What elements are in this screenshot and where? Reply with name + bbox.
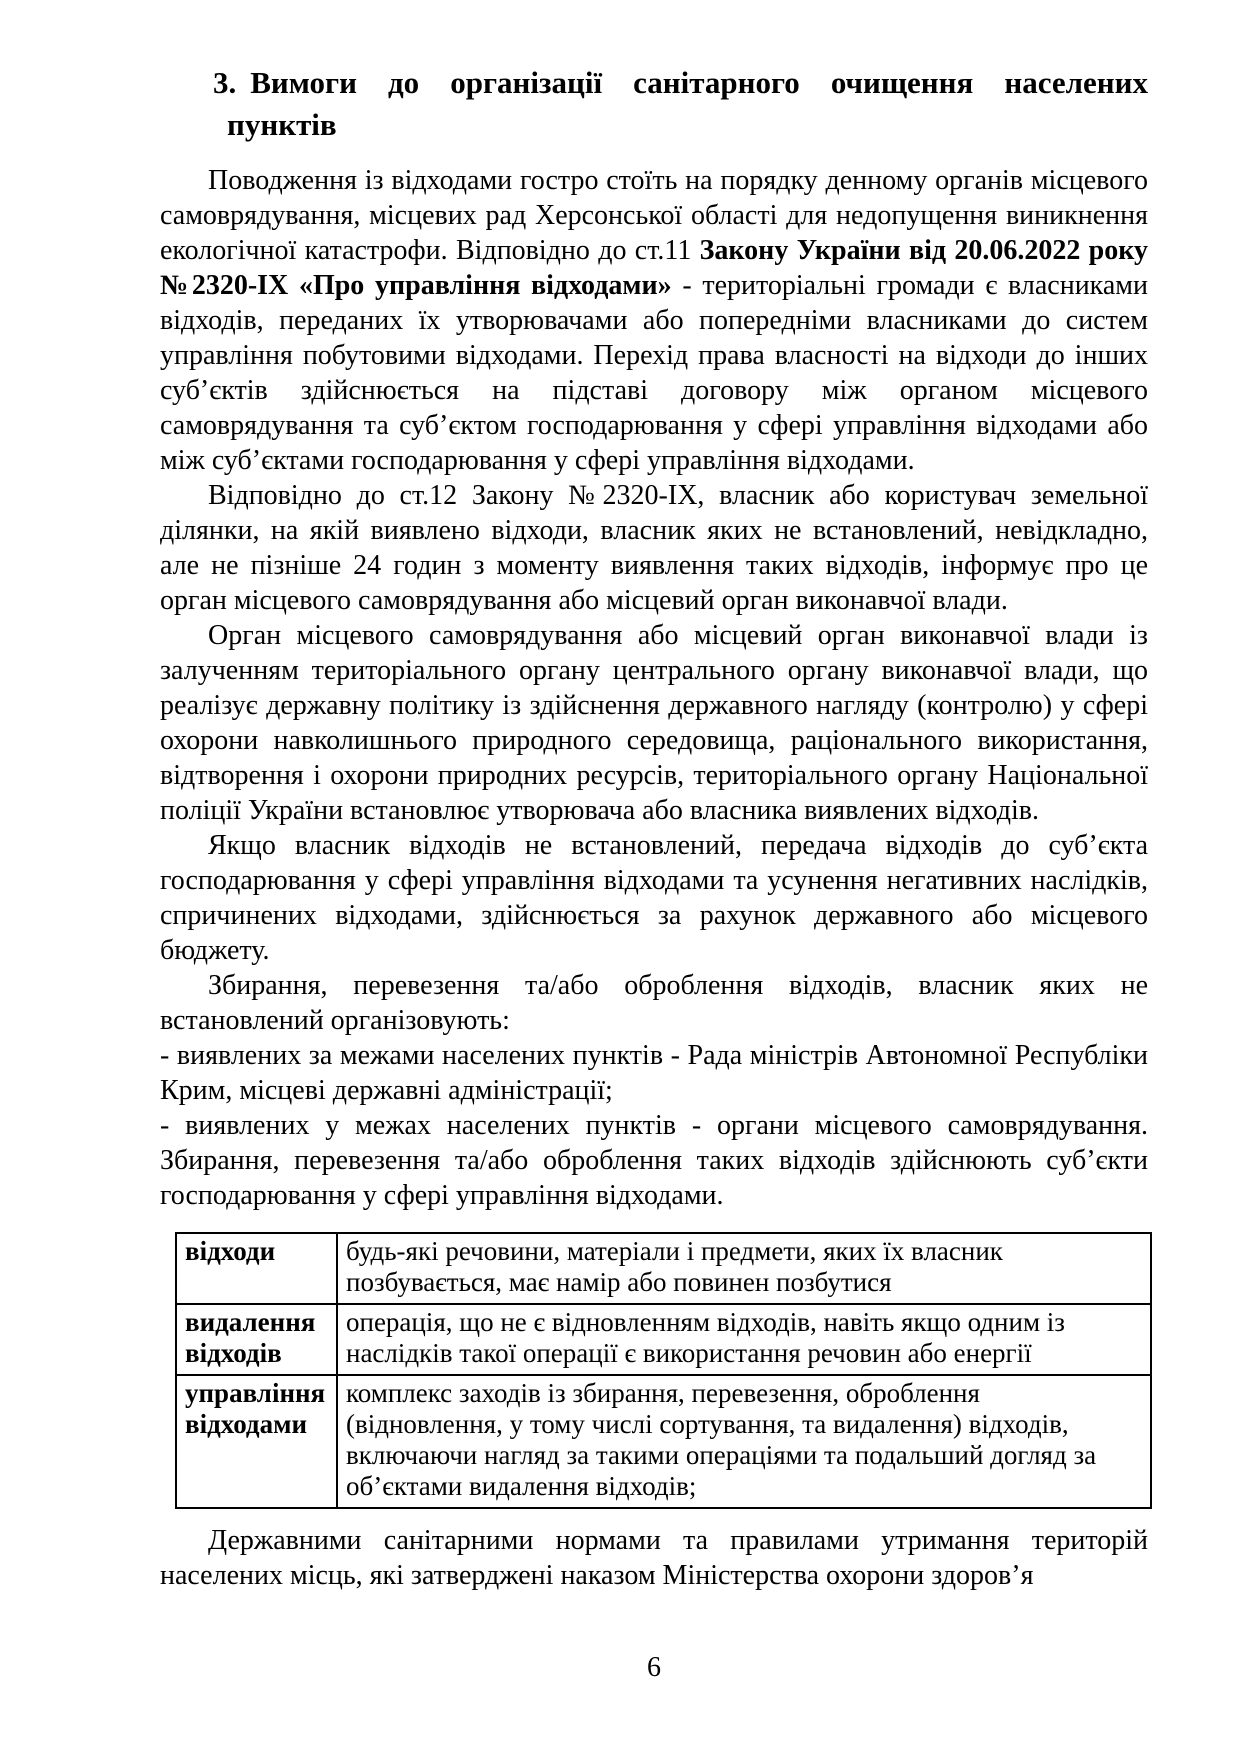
heading-text: Вимоги до організації санітарного очищення населених пунктів — [227, 65, 1148, 142]
section-heading — [213, 62, 1148, 146]
heading-number: 3. — [213, 65, 237, 100]
table-row-upravlinnia — [176, 1375, 1151, 1508]
paragraph-1-law-reference: Закону України від 20.06.2022 року №2320-ІХ «Про управління відходами» — [160, 235, 1148, 301]
term-cell: відходи — [176, 1233, 337, 1304]
table-row-vydalennia — [176, 1304, 1151, 1375]
body-paragraph-1 — [160, 163, 1148, 478]
list-item-outside-settlements: - виявлених за межами населених пунктів - Рада міністрів Автономної Республіки Крим, місцеві державні адміністрації; — [160, 1040, 1148, 1106]
term-cell: видалення відходів — [176, 1304, 337, 1375]
body-paragraph-4: Якщо власник відходів не встановлений, передача відходів до суб’єкта господарювання у сфері управління відходами та усунення негативних наслідків, спричинених відходами, здійснюється за рахунок державного або місцевого бюджету. — [160, 830, 1148, 966]
table-row-vidkhody — [176, 1233, 1151, 1304]
definition-table — [175, 1232, 1152, 1509]
body-paragraph-5: Збирання, перевезення та/або оброблення відходів, власник яких не встановлений організовують: — [160, 970, 1148, 1036]
list-item-inside-settlements: - виявлених у межах населених пунктів - органи місцевого самоврядування. Збирання, перевезення та/або оброблення таких відходів здійснюють суб’єкти господарювання у сфері управління відходами. — [160, 1110, 1148, 1211]
body-paragraph-closing: Державними санітарними нормами та правилами утримання територій населених місць, які затверджені наказом Міністерства охорони здоров’я — [160, 1525, 1148, 1591]
body-paragraph-3: Орган місцевого самоврядування або місцевий орган виконавчої влади із залученням територіального органу центрального органу виконавчої влади, що реалізує державну політику із здійснення державного нагляду (контролю) у сфері охорони навколишнього природного середовища, раціонального використання, відтворення і охорони природних ресурсів, територіального органу Національної поліції України встановлює утворювача або власника виявлених відходів. — [160, 620, 1148, 826]
paragraph-1-text-b: - територіальні громади є власниками відходів, переданих їх утворювачами або попередніми власниками до систем управління побутовими відходами. Перехід права власності на відходи до інших суб’єктів здійснюється на підставі договору між органом місцевого самоврядування та суб’єктом господарювання у сфері управління відходами або між суб’єктами господарювання у сфері управління відходами. — [160, 270, 1148, 476]
page-number: 6 — [647, 1652, 661, 1683]
paragraph-1-text-a: Поводження із відходами гостро стоїть на порядку денному органів місцевого самоврядування, місцевих рад Херсонської області для недопущення виникнення екологічної катастрофи. Відповідно до ст.11 — [160, 165, 1148, 266]
definition-cell: комплекс заходів із збирання, перевезення, оброблення (відновлення, у тому числі сортування, та видалення) відходів, включаючи нагляд за такими операціями та подальший догляд за об’єктами видалення відходів; — [337, 1375, 1151, 1508]
term-cell: управління відходами — [176, 1375, 337, 1508]
definition-cell: будь-які речовини, матеріали і предмети, яких їх власник позбувається, має намір або повинен позбутися — [337, 1233, 1151, 1304]
body-paragraph-2: Відповідно до ст.12 Закону №2320-ІХ, власник або користувач земельної ділянки, на якій виявлено відходи, власник яких не встановлений, невідкладно, але не пізніше 24 годин з моменту виявлення таких відходів, інформує про це орган місцевого самоврядування або місцевий орган виконавчої влади. — [160, 480, 1148, 616]
definition-cell: операція, що не є відновленням відходів, навіть якщо одним із наслідків такої операції є використання речовин або енергії — [337, 1304, 1151, 1375]
page-content — [160, 0, 1148, 1593]
